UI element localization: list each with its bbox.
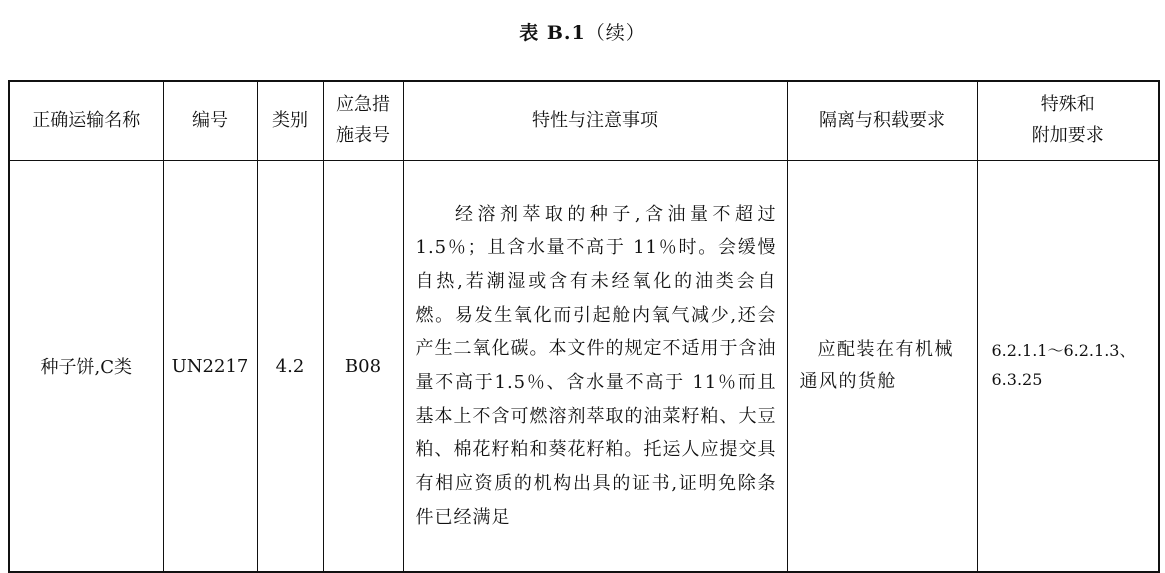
cell-un-number: UN2217 bbox=[163, 161, 257, 573]
header-segregation: 隔离与积载要求 bbox=[787, 81, 977, 161]
header-class: 类别 bbox=[257, 81, 323, 161]
header-ems-line1: 应急措 bbox=[336, 94, 390, 116]
properties-text: 经溶剂萃取的种子,含油量不超过1.5％；且含水量不高于 11％时。会缓慢自热,若潮湿或含有未经氧化的油类会自燃。易发生氧化而引起舱内氧气减少,还会产生二氧化碳。本文件的规定不适用于含油量不高于1.5％、含水量不高于 11％而且基本上不含可燃溶剂萃取的油菜籽粕、大豆粕、棉花籽粕和葵花籽粕。托运人应提交具有相应资质的机构出具的证书,证明免除条件已经满足 bbox=[415, 203, 777, 528]
header-special bbox=[977, 81, 1159, 161]
cell-ems: B08 bbox=[323, 161, 403, 573]
table-caption bbox=[0, 18, 1165, 45]
header-special-line1: 特殊和 bbox=[1040, 94, 1095, 116]
cell-segregation bbox=[787, 161, 977, 573]
cell-special: 6.2.1.1～6.2.1.3、6.3.25 bbox=[977, 161, 1159, 573]
cell-properties bbox=[403, 161, 787, 573]
cell-name: 种子饼,C类 bbox=[9, 161, 163, 573]
header-proper-shipping-name: 正确运输名称 bbox=[9, 81, 163, 161]
segregation-text: 应配装在有机械通风的货舱 bbox=[799, 338, 954, 392]
caption-suffix: （续） bbox=[585, 22, 646, 44]
header-row bbox=[9, 81, 1159, 161]
header-ems-line2: 施表号 bbox=[336, 125, 390, 146]
cell-class: 4.2 bbox=[257, 161, 323, 573]
header-ems bbox=[323, 81, 403, 161]
header-un-number: 编号 bbox=[163, 81, 257, 161]
header-properties: 特性与注意事项 bbox=[403, 81, 787, 161]
caption-label: 表 B.1 bbox=[519, 22, 586, 44]
dangerous-goods-table bbox=[8, 80, 1160, 573]
table-row bbox=[9, 161, 1159, 573]
header-special-line2: 附加要求 bbox=[1031, 125, 1104, 146]
